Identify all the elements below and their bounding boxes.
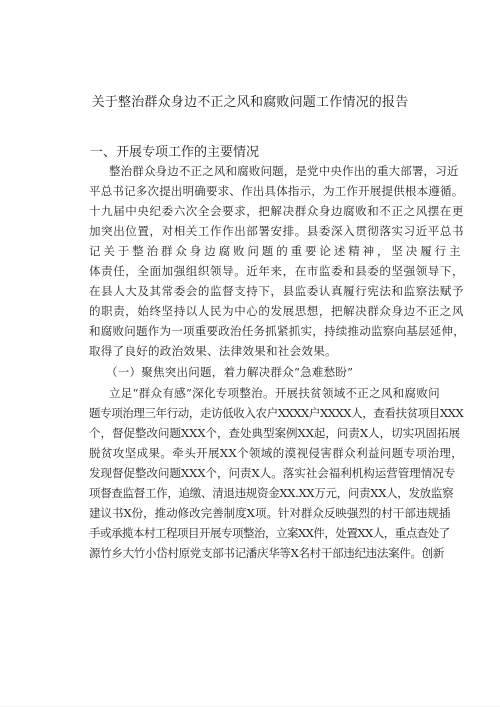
paragraph-line: 个，督促整改问题XXX个，查处典型案例XX起，问责X人，切实巩固拓展 <box>89 426 461 440</box>
paragraph-line: 取得了良好的政治效果、法律效果和社会效果。 <box>89 344 337 358</box>
subsection-heading: （一）聚焦突出问题，着力解决群众“急难愁盼” <box>106 365 354 379</box>
paragraph-line: 整治群众身边不正之风和腐败问题，是党中央作出的重大部署，习近 <box>109 164 459 178</box>
paragraph-line: 手或承揽本村工程项目开展专项整治，立案XX件，处置XX人，重点查处了 <box>89 526 450 540</box>
paragraph-line: 项督查监督工作，追缴、清退违规资金XX.XX万元，问责XX人，发放监察 <box>89 486 454 500</box>
paragraph-line: 建议书X份，推动修改完善制度X项。针对群众反映强烈的村干部违规插 <box>89 506 451 520</box>
paragraph-line: 的职责，始终坚持以人民为中心的发展思想，把解决群众身边不正之风 <box>89 304 465 318</box>
paragraph-line: 发现督促整改问题XXX个，问责X人。落实社会福利机构运营管理情况专 <box>89 466 456 480</box>
paragraph-line: 在县人大及其常委会的监督支持下，县监委认真履行宪法和监察法赋予 <box>89 284 465 298</box>
section-heading: 一、开展专项工作的主要情况 <box>90 145 260 160</box>
document-title: 关于整治群众身边不正之风和腐败问题工作情况的报告 <box>91 95 409 110</box>
paragraph-line: 立足“群众有感”深化专项整治。开展扶贫领域不正之风和腐败问 <box>109 386 440 400</box>
paragraph-line: 加突出位置，对相关工作作出部署安排。县委深入贯彻落实习近平总书 <box>89 224 465 238</box>
paragraph-line: 题专项治理三年行动，走访低收入农户XXXX户XXXX人，查看扶贫项目XXX <box>89 406 464 420</box>
paragraph-line: 记关于整治群众身边腐败问题的重要论述精神，坚决履行主 <box>89 244 464 258</box>
paragraph-line: 平总书记多次提出明确要求、作出具体指示，为工作开展提供根本遵循。 <box>89 184 464 198</box>
paragraph-line: 体责任，全面加强组织领导。近年来，在市监委和县委的坚强领导下， <box>89 264 465 278</box>
paragraph-line: 和腐败问题作为一项重要政治任务抓紧抓实，持续推动监察向基层延伸， <box>89 324 465 338</box>
paragraph-line: 源竹乡大竹小岱村原党支部书记潘庆华等X名村干部违纪违法案件。创新 <box>89 546 445 560</box>
paragraph-line: 脱贫攻坚成果。牵头开展XX个领域的漠视侵害群众利益问题专项治理， <box>89 446 464 460</box>
paragraph-line: 十九届中央纪委六次全会要求，把解决群众身边腐败和不正之风摆在更 <box>89 204 465 218</box>
